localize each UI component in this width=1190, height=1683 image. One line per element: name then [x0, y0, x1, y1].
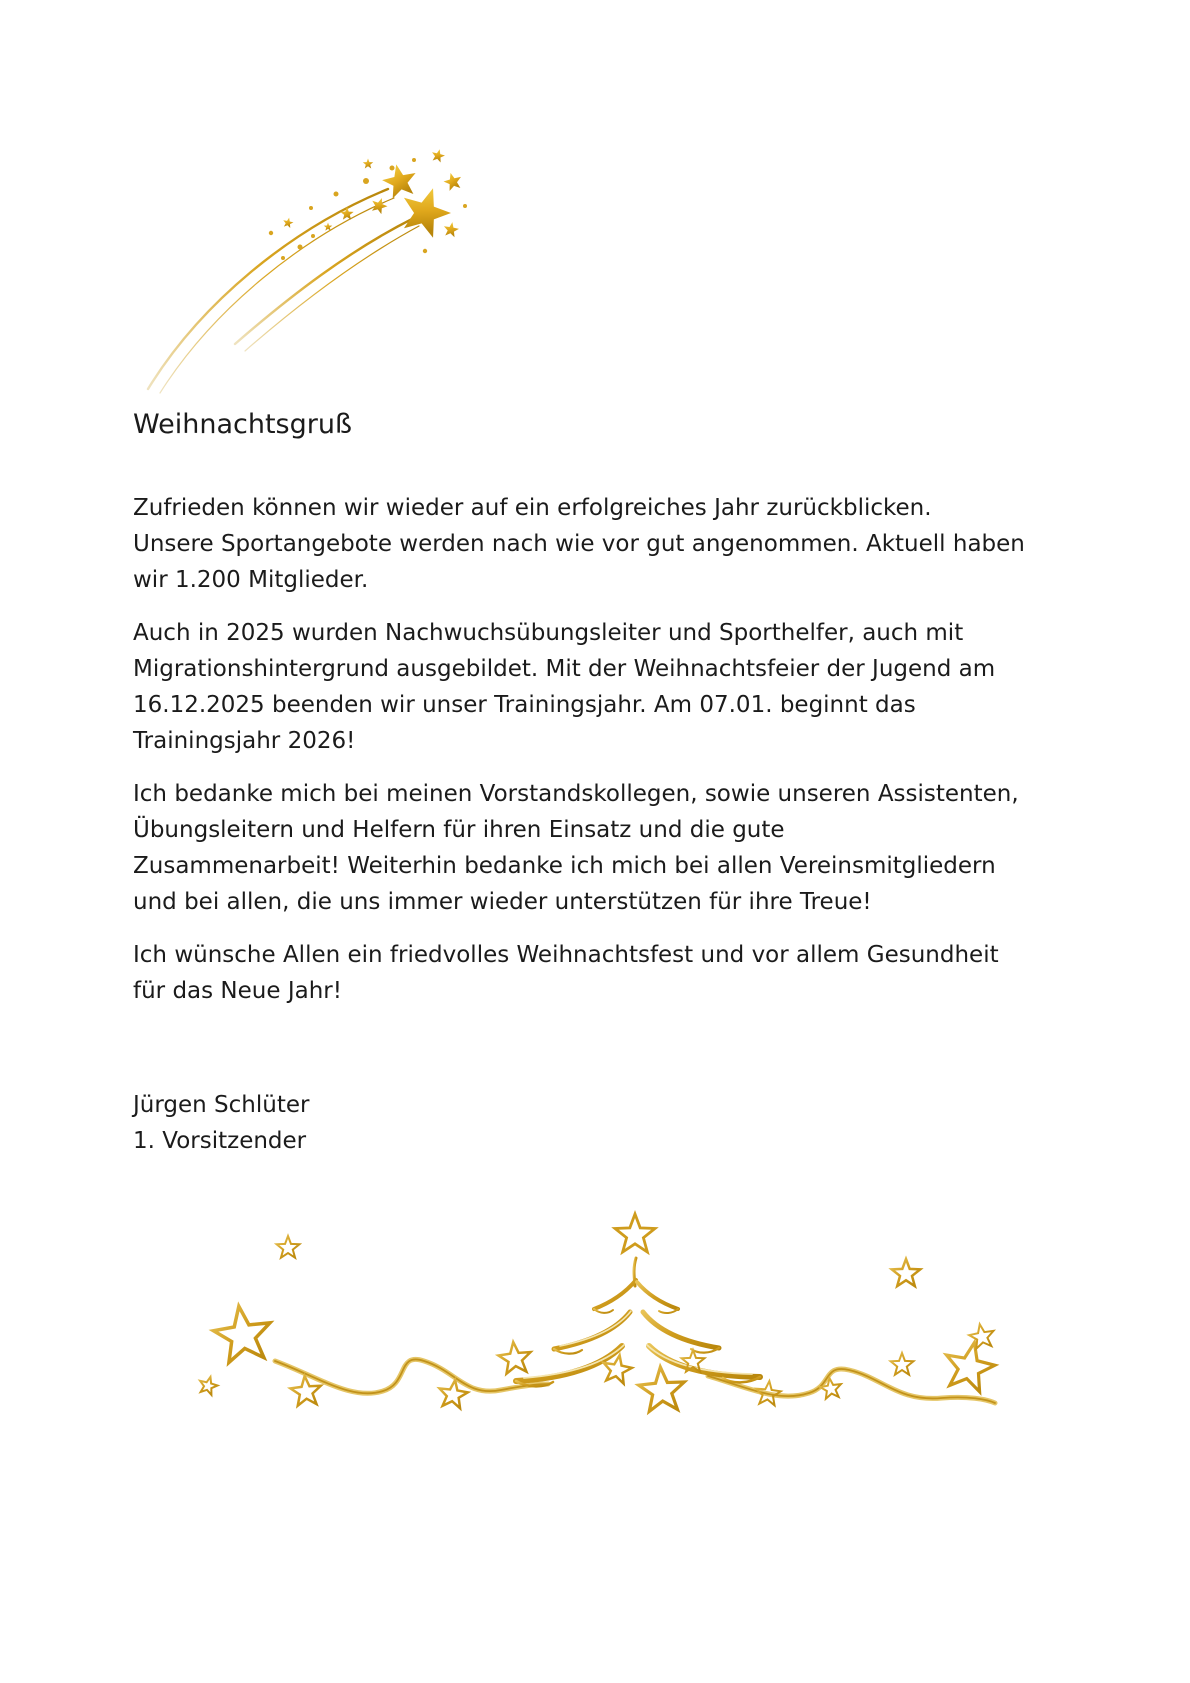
signature-name: Jürgen Schlüter — [133, 1092, 310, 1118]
paragraph-thanks — [133, 776, 1019, 920]
signature-role: 1. Vorsitzender — [133, 1128, 307, 1154]
paragraph-review — [133, 490, 1025, 598]
text-line: und bei allen, die uns immer wieder unterstützen für ihre Treue! — [133, 889, 872, 915]
page-title: Weihnachtsgruß — [133, 409, 352, 440]
text-line: Zusammenarbeit! Weiterhin bedanke ich mich bei allen Vereinsmitgliedern — [133, 853, 996, 879]
text-line: Auch in 2025 wurden Nachwuchsübungsleiter und Sporthelfer, auch mit — [133, 620, 964, 646]
text-line: Trainingsjahr 2026! — [133, 728, 356, 754]
text-line: Unsere Sportangebote werden nach wie vor gut angenommen. Aktuell haben — [133, 531, 1025, 557]
christmas-tree-decoration — [150, 1140, 1040, 1450]
text-line: Ich wünsche Allen ein friedvolles Weihnachtsfest und vor allem Gesundheit — [133, 942, 999, 968]
text-line: 16.12.2025 beenden wir unser Trainingsjahr. Am 07.01. beginnt das — [133, 692, 916, 718]
text-line: Zufrieden können wir wieder auf ein erfolgreiches Jahr zurückblicken. — [133, 495, 932, 521]
shooting-star-icon — [138, 146, 470, 394]
text-line: Übungsleitern und Helfern für ihren Einsatz und die gute — [133, 817, 785, 843]
christmas-tree-stars-icon — [150, 1140, 1040, 1450]
shooting-star-decoration — [138, 146, 470, 394]
letter-body — [133, 404, 1025, 1159]
text-line: Ich bedanke mich bei meinen Vorstandskollegen, sowie unseren Assistenten, — [133, 781, 1019, 807]
text-line: wir 1.200 Mitglieder. — [133, 567, 369, 593]
paragraph-training — [133, 615, 1013, 759]
text-line: für das Neue Jahr! — [133, 978, 342, 1004]
text-line: Migrationshintergrund ausgebildet. Mit der Weihnachtsfeier der Jugend am — [133, 656, 996, 682]
paragraph-wishes — [133, 937, 1013, 1009]
